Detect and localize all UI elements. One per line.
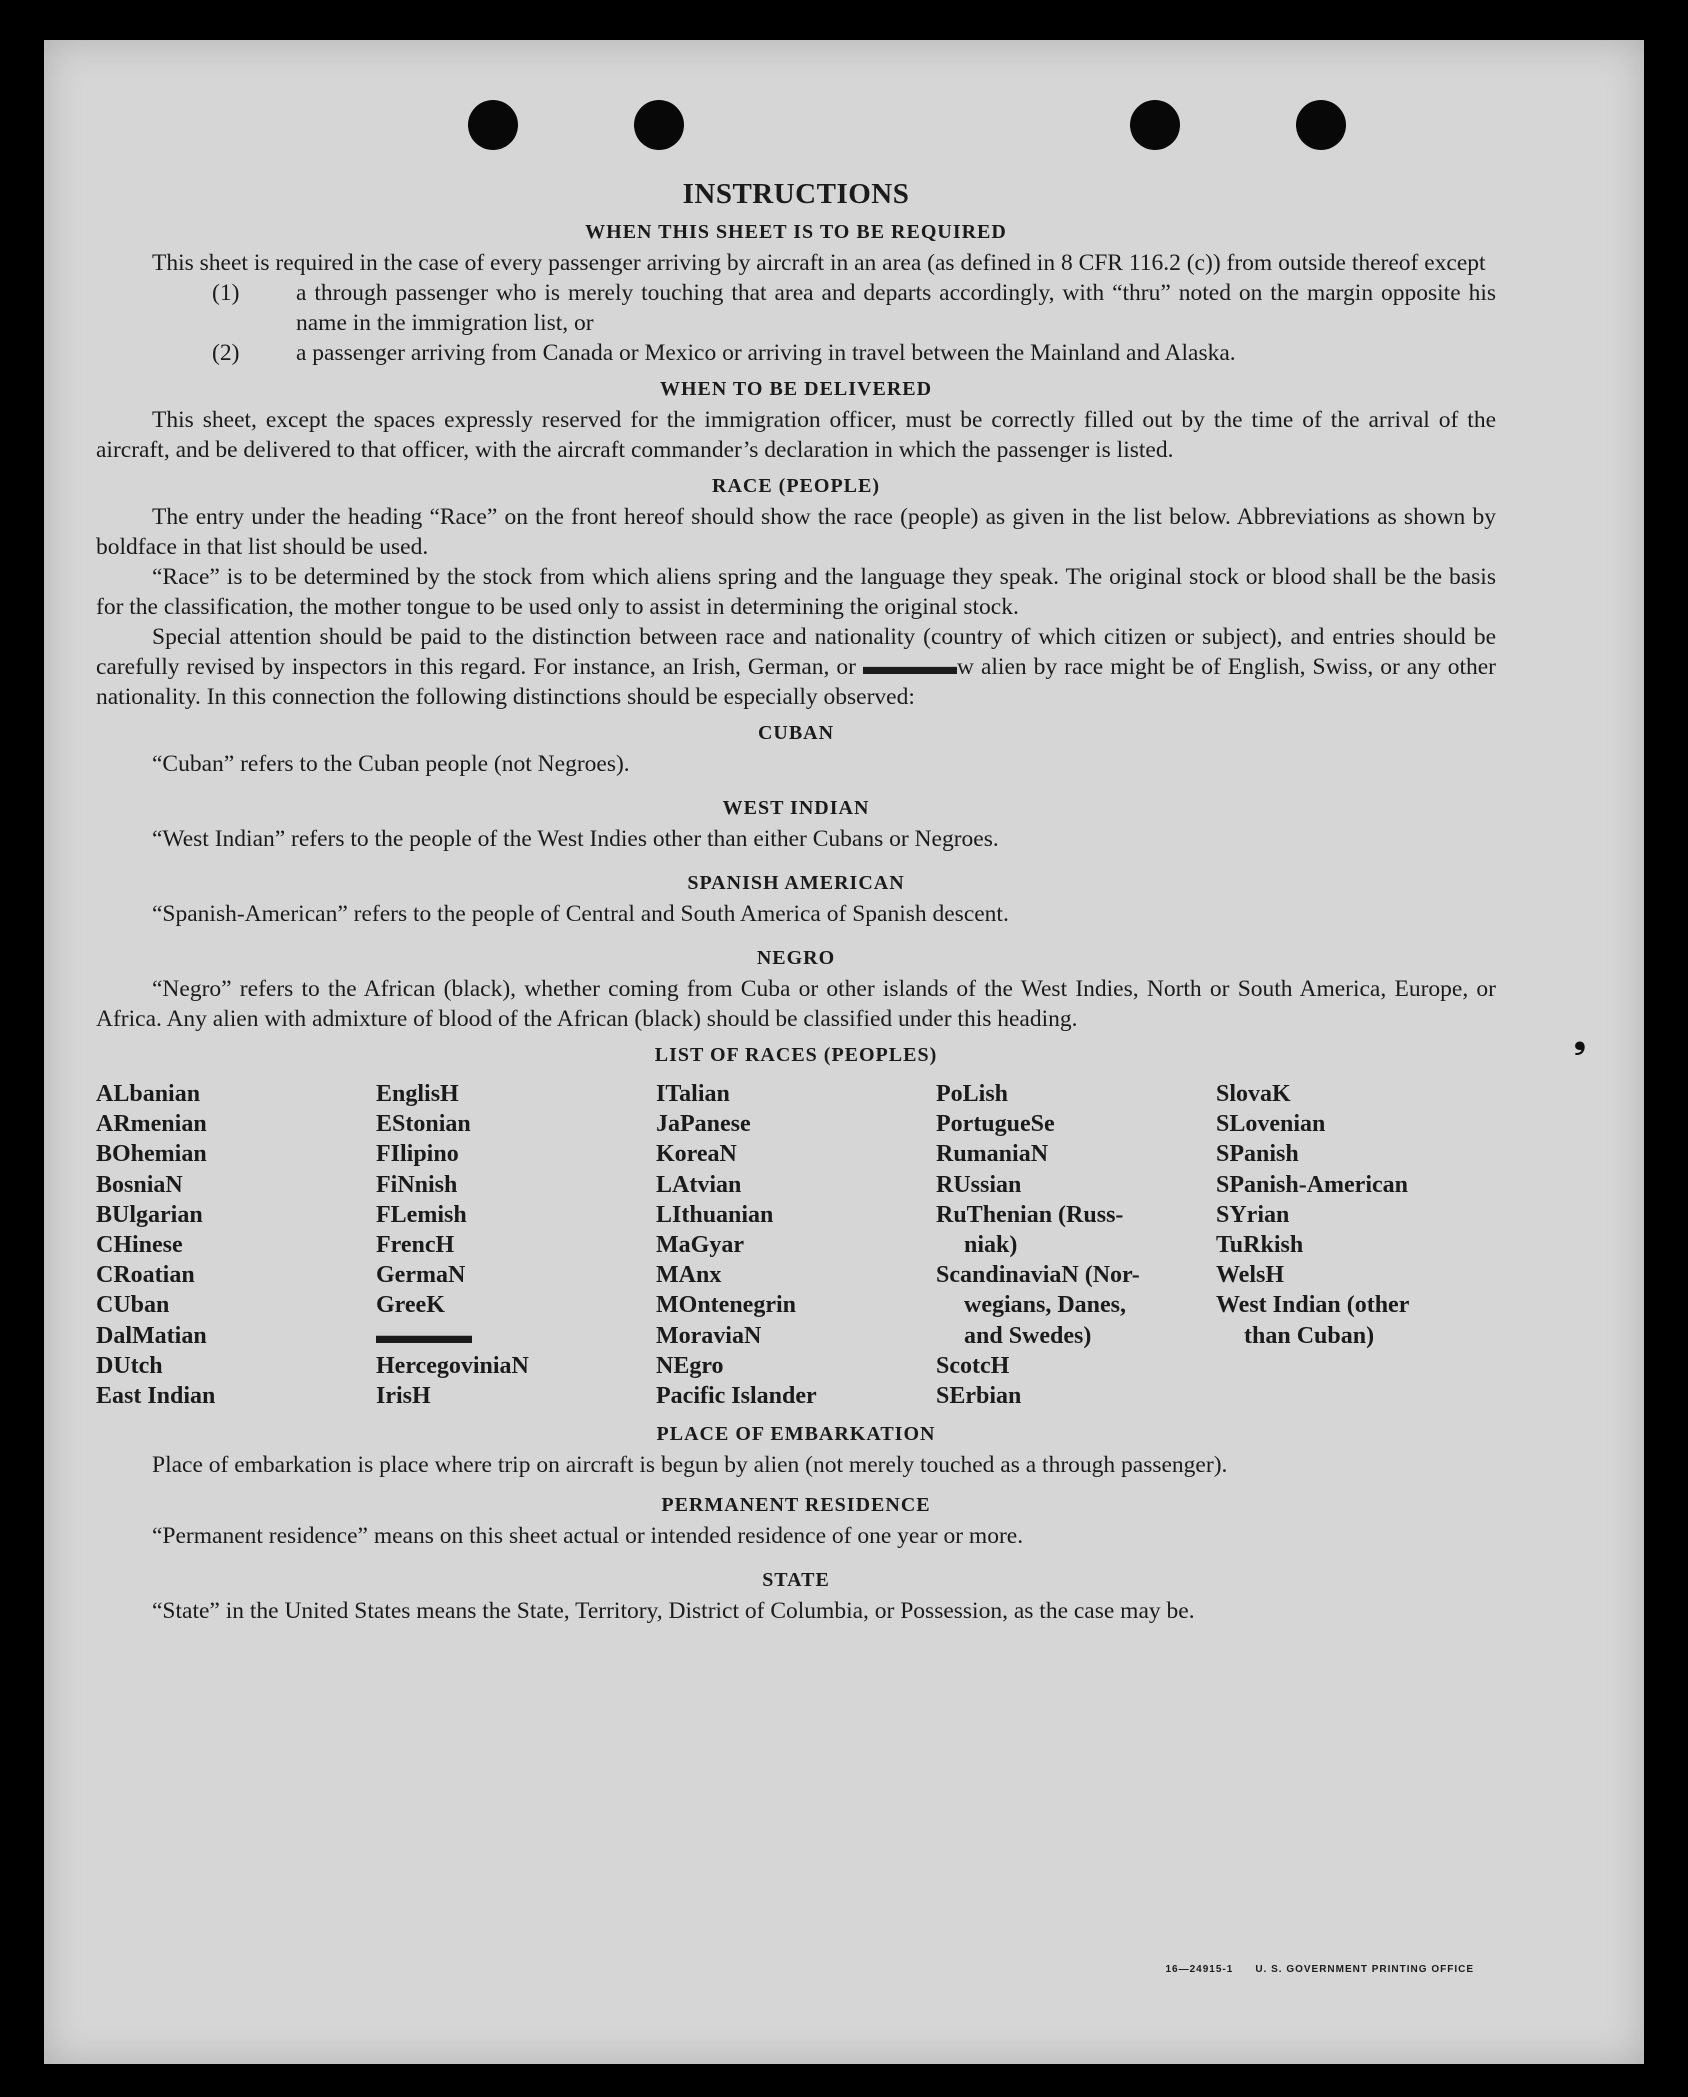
list-item (96, 278, 1496, 338)
race-item: GermaN (376, 1262, 466, 1289)
race-item: SYrian (1216, 1201, 1290, 1228)
section-heading: WHEN THIS SHEET IS TO BE REQUIRED (585, 221, 1007, 243)
instructions-body (96, 174, 1496, 1626)
race-item: Pacific Islander (656, 1383, 817, 1410)
paragraph: This sheet is required in the case of every passenger arriving by aircraft in an area (as defined in 8 CFR 116.2 (c)) from outside thereof except (152, 250, 1486, 276)
section-heading: WHEN TO BE DELIVERED (659, 378, 933, 400)
race-item: DUtch (96, 1352, 163, 1379)
race-item: MOntenegrin (656, 1292, 796, 1319)
race-item: WelsH (1216, 1262, 1285, 1289)
race-item: CHinese (96, 1232, 183, 1259)
section-heading: PERMANENT RESIDENCE (661, 1494, 931, 1517)
list-text: a through passenger who is merely touching that area and departs accordingly, with “thru” noted on the margin opposite his name in the immigration list, or (296, 280, 1496, 336)
races-list (96, 1079, 1496, 1411)
races-column (656, 1079, 936, 1411)
form-number: 16—24915-1 (1165, 1964, 1234, 1975)
section-heading: LIST OF RACES (PEOPLES) (654, 1044, 938, 1066)
race-item: MaGyar (656, 1232, 744, 1259)
paragraph: “Permanent residence” means on this sheet actual or intended residence of one year or more. (152, 1523, 1024, 1550)
printer-imprint (1143, 1964, 1474, 1975)
paragraph: The entry under the heading “Race” on the front hereof should show the race (people) as given in the list below. Abbreviations as shown by boldface in that list should be used. (96, 504, 1496, 560)
section-heading: CUBAN (757, 722, 835, 744)
race-item: TuRkish (1216, 1232, 1304, 1259)
race-item: IrisH (376, 1383, 431, 1410)
printer-name: U. S. GOVERNMENT PRINTING OFFICE (1255, 1964, 1474, 1975)
race-line: RuThenian (Russ- (936, 1201, 1124, 1228)
page-title: INSTRUCTIONS (682, 178, 910, 210)
section-heading: STATE (762, 1569, 830, 1592)
races-column (936, 1079, 1216, 1411)
race-item: GreeK (376, 1292, 445, 1319)
race-item-redacted: ▬▬▬▬ (376, 1322, 472, 1349)
races-column (1216, 1079, 1496, 1411)
punch-hole (1130, 100, 1180, 150)
ink-mark: ❟ (1574, 1022, 1586, 1055)
paragraph: “Cuban” refers to the Cuban people (not Negroes). (152, 751, 630, 777)
race-item (936, 1200, 1216, 1260)
race-line-continuation: and Swedes) (964, 1322, 1092, 1349)
section-heading: PLACE OF EMBARKATION (656, 1423, 936, 1446)
race-item: ScotcH (936, 1352, 1010, 1379)
list-number: (1) (212, 280, 240, 306)
race-item: ITalian (656, 1081, 730, 1107)
race-item: SErbian (936, 1383, 1022, 1410)
punch-hole (1296, 100, 1346, 150)
punch-hole (634, 100, 684, 150)
paragraph: “Negro” refers to the African (black), whether coming from Cuba or other islands of the West Indies, North or South America, Europe, or Africa. Any alien with admixture of blood of the African (black) should be classified under this heading. (96, 976, 1496, 1032)
race-item: BosniaN (96, 1171, 183, 1198)
race-item (936, 1260, 1216, 1351)
races-column (96, 1079, 376, 1411)
race-item: CUban (96, 1292, 170, 1319)
race-item: DalMatian (96, 1322, 207, 1349)
race-line: ScandinaviaN (Nor- (936, 1262, 1140, 1289)
punch-hole (468, 100, 518, 150)
section-heading: SPANISH AMERICAN (687, 872, 905, 894)
race-item: ALbanian (96, 1081, 201, 1107)
race-item: KoreaN (656, 1141, 737, 1168)
race-item: LIthuanian (656, 1201, 774, 1228)
paragraph: “West Indian” refers to the people of the West Indies other than either Cubans or Negroes. (152, 826, 999, 852)
race-line: West Indian (other (1216, 1292, 1410, 1319)
race-line-continuation: wegians, Danes, (964, 1292, 1127, 1319)
race-item: BUlgarian (96, 1201, 203, 1228)
race-item (1216, 1290, 1496, 1350)
races-column (376, 1079, 656, 1411)
race-item: SLovenian (1216, 1111, 1326, 1138)
race-item: BOhemian (96, 1141, 207, 1168)
paragraph: “Race” is to be determined by the stock from which aliens spring and the language they speak. The original stock or blood shall be the basis for the classification, the mother tongue to be used only to assist in determining the original stock. (96, 564, 1496, 620)
race-item: MoraviaN (656, 1322, 762, 1349)
race-item: PoLish (936, 1081, 1009, 1107)
section-heading: NEGRO (756, 947, 836, 969)
race-item: JaPanese (656, 1111, 751, 1138)
race-item: PortugueSe (936, 1111, 1055, 1138)
race-item: ARmenian (96, 1111, 207, 1138)
race-item: FIlipino (376, 1141, 459, 1168)
paragraph: This sheet, except the spaces expressly reserved for the immigration officer, must be correctly filled out by the time of the arrival of the aircraft, and be delivered to that officer, with the aircraft commander’s declaration in which the passenger is listed. (96, 407, 1496, 463)
paragraph: Special attention should be paid to the distinction between race and nationality (country of which citizen or subject), and entries should be carefully revised by inspectors in this regard. For instance, an Irish, German, or ▬▬▬▬w alien by race might be of English, Swiss, or any other nationality. In this connection the following distinctions should be especially observed: (96, 624, 1496, 710)
paragraph: Place of embarkation is place where trip on aircraft is begun by alien (not merely touched as a through passenger). (152, 1452, 1228, 1479)
race-item: East Indian (96, 1383, 216, 1410)
race-item: RUssian (936, 1171, 1022, 1198)
race-item: HercegoviniaN (376, 1352, 529, 1379)
race-item: MAnx (656, 1262, 722, 1289)
race-item: SPanish (1216, 1141, 1299, 1168)
race-item: EnglisH (376, 1081, 459, 1107)
paragraph: “Spanish-American” refers to the people of Central and South America of Spanish descent. (152, 901, 1009, 927)
race-item: NEgro (656, 1352, 724, 1379)
list-text: a passenger arriving from Canada or Mexico or arriving in travel between the Mainland and Alaska. (296, 340, 1236, 366)
race-item: EStonian (376, 1111, 471, 1138)
race-item: FiNnish (376, 1171, 458, 1198)
race-item: SlovaK (1216, 1081, 1291, 1107)
race-item: RumaniaN (936, 1141, 1049, 1168)
section-heading: RACE (PEOPLE) (712, 475, 880, 497)
race-item: FLemish (376, 1201, 467, 1228)
race-item: SPanish-American (1216, 1171, 1408, 1198)
race-line-continuation: than Cuban) (1244, 1322, 1375, 1349)
document-page (44, 40, 1644, 2064)
race-item: FrencH (376, 1232, 455, 1259)
race-line-continuation: niak) (964, 1232, 1018, 1259)
list-item (96, 338, 1496, 368)
race-item: LAtvian (656, 1171, 742, 1198)
section-heading: WEST INDIAN (722, 797, 870, 819)
paragraph: “State” in the United States means the State, Territory, District of Columbia, or Possession, as the case may be. (152, 1598, 1195, 1625)
list-number: (2) (212, 340, 240, 366)
race-item: CRoatian (96, 1262, 195, 1289)
